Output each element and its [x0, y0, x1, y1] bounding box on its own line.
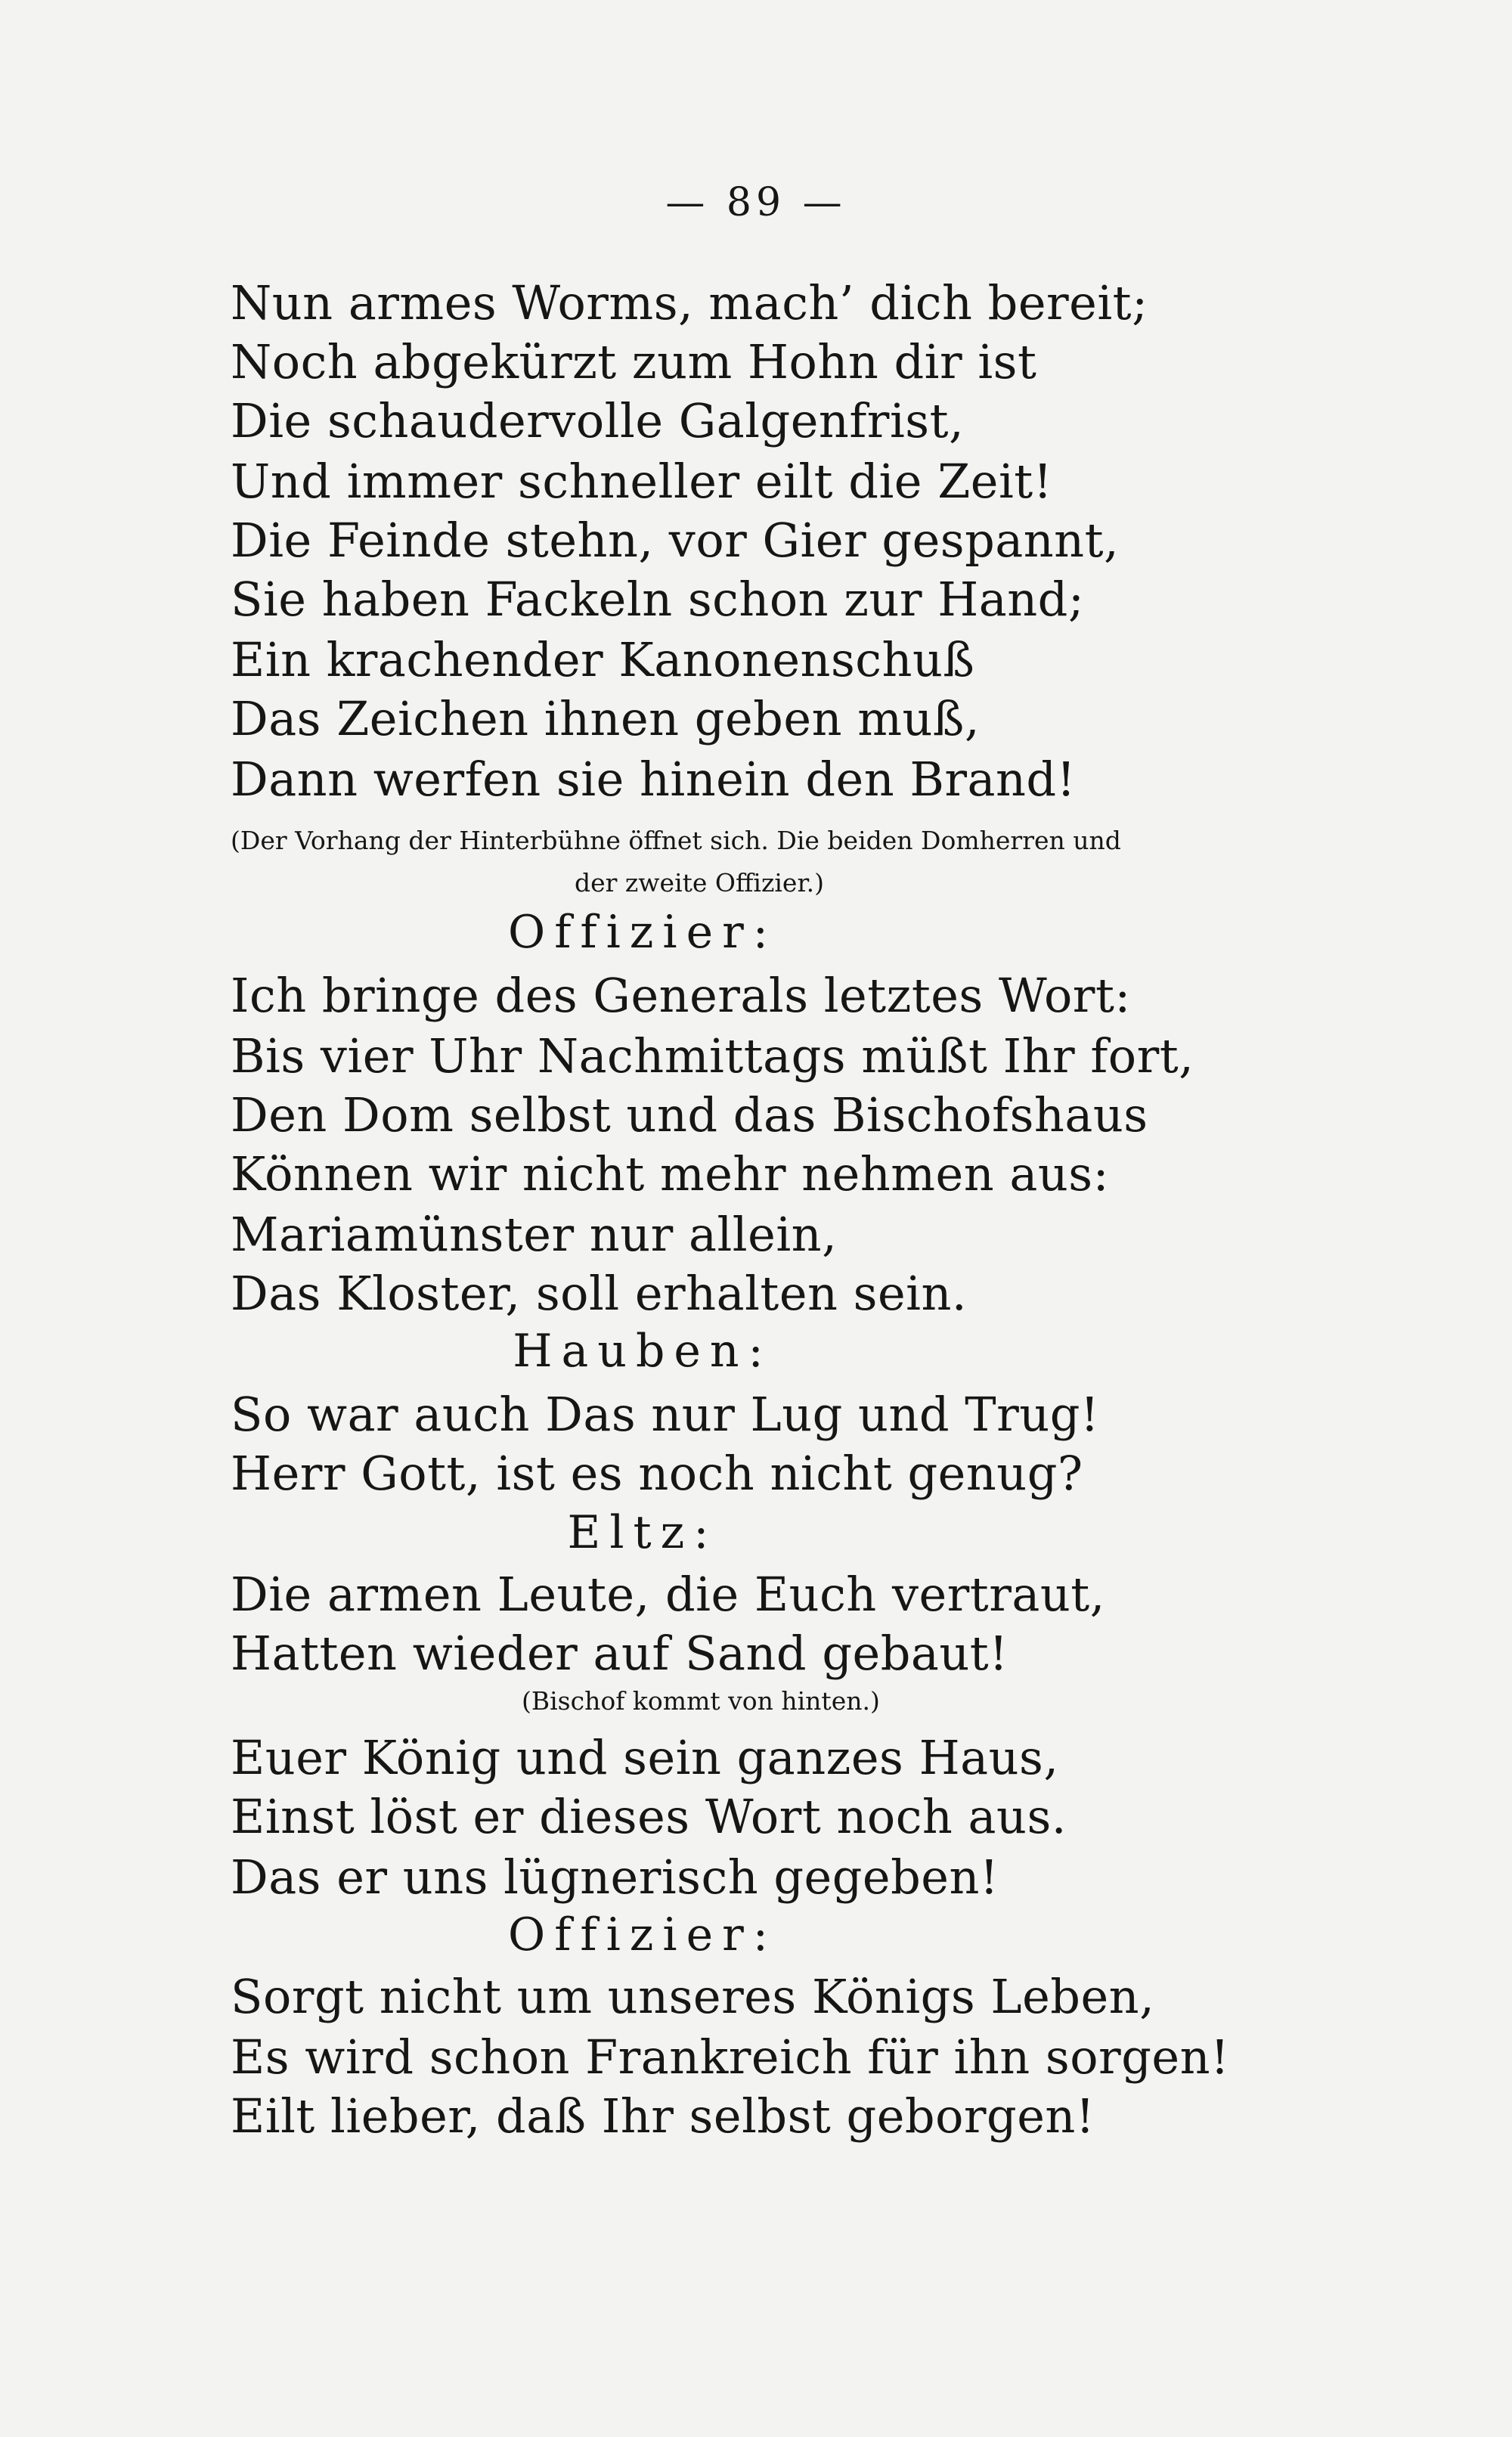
speaker-name: Hauben: — [513, 1325, 773, 1378]
speaker-name: Eltz: — [567, 1506, 718, 1559]
speaker-name: Offizier: — [508, 1908, 777, 1961]
verse-line: Das Kloster, soll erhalten sein. — [231, 1266, 968, 1321]
verse-line: So war auch Das nur Lug und Trug! — [231, 1387, 1100, 1442]
verse-line: Bis vier Uhr Nachmittags müßt Ihr fort, — [231, 1028, 1194, 1084]
verse-line: Ich bringe des Generals letztes Wort: — [231, 968, 1131, 1023]
verse-line: Die armen Leute, die Euch vertraut, — [231, 1567, 1105, 1622]
verse-line: Sie haben Fackeln schon zur Hand; — [231, 572, 1085, 627]
verse-line: Mariamünster nur allein, — [231, 1207, 838, 1262]
verse-line: Das Zeichen ihnen geben muß, — [231, 691, 981, 746]
verse-line: Und immer schneller eilt die Zeit! — [231, 454, 1053, 509]
verse-line: Es wird schon Frankreich für ihn sorgen! — [231, 2029, 1230, 2085]
stage-direction: (Der Vorhang der Hinterbühne öffnet sich. Die beiden Domherren und — [231, 826, 1121, 855]
verse-line: Euer König und sein ganzes Haus, — [231, 1730, 1059, 1785]
stage-direction: der zweite Offizier.) — [575, 868, 824, 898]
verse-line: Das er uns lügnerisch gegeben! — [231, 1849, 999, 1905]
verse-line: Die Feinde stehn, vor Gier gespannt, — [231, 513, 1120, 568]
verse-line: Dann werfen sie hinein den Brand! — [231, 752, 1077, 807]
page-number: — 89 — — [665, 180, 847, 225]
verse-line: Noch abgekürzt zum Hohn dir ist — [231, 334, 1037, 389]
verse-line: Die schaudervolle Galgenfrist, — [231, 393, 965, 448]
stage-direction: (Bischof kommt von hinten.) — [522, 1686, 880, 1716]
verse-line: Sorgt nicht um unseres Königs Leben, — [231, 1969, 1155, 2024]
verse-line: Einst löst er dieses Wort noch aus. — [231, 1789, 1067, 1844]
verse-line: Eilt lieber, daß Ihr selbst geborgen! — [231, 2088, 1095, 2144]
verse-line: Den Dom selbst und das Bischofshaus — [231, 1087, 1148, 1143]
speaker-name: Offizier: — [508, 906, 777, 959]
verse-line: Können wir nicht mehr nehmen aus: — [231, 1146, 1109, 1201]
verse-line: Ein krachender Kanonenschuß — [231, 632, 975, 687]
verse-line: Herr Gott, ist es noch nicht genug? — [231, 1446, 1083, 1501]
verse-line: Hatten wieder auf Sand gebaut! — [231, 1626, 1009, 1681]
verse-line: Nun armes Worms, mach’ dich bereit; — [231, 275, 1148, 330]
